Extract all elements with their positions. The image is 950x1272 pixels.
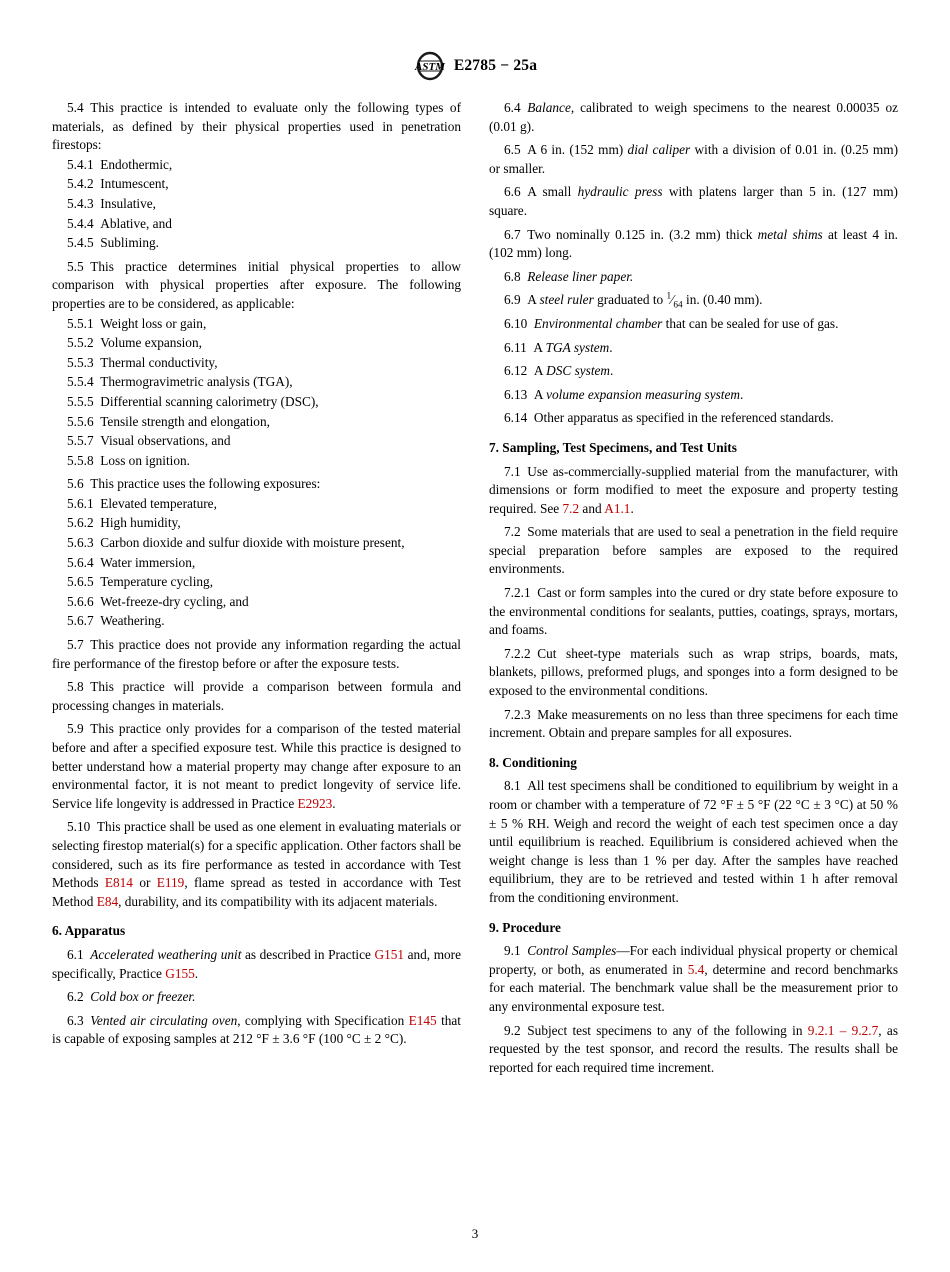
paragraph — [489, 777, 898, 907]
list-item — [52, 334, 461, 353]
list-item — [52, 593, 461, 612]
reference-link[interactable]: 9.2.1 – 9.2.7 — [807, 1022, 879, 1038]
text-run: , complying with Specification — [237, 1012, 409, 1028]
text-run: 5.4 This practice is intended to evaluate only the following types of materials, as defined by their physical properties used in penetration firestops: — [52, 100, 461, 153]
text-run: in. (0.40 mm). — [682, 292, 763, 308]
text-run: 5.5.6 Tensile strength and elongation, — [67, 413, 270, 429]
text-run: 5.9 This practice only provides for a comparison of the tested material before and after a specified exposure test. While this practice is designed to better understand how a material property may change after exposure to an environmental factor, it is not meant to predict longevity of service life. Service life longevity is addressed in Practice — [52, 721, 461, 811]
text-run: at least 4 in. (102 mm) long. — [489, 226, 898, 261]
paragraph — [489, 99, 898, 136]
text-run: . — [609, 339, 613, 355]
section-heading — [489, 754, 898, 773]
paragraph — [489, 268, 898, 287]
text-run: Release liner paper. — [527, 268, 634, 284]
list-item — [52, 432, 461, 451]
text-run: that can be sealed for use of gas. — [662, 315, 839, 331]
paragraph — [489, 706, 898, 743]
paragraph — [489, 291, 898, 310]
text-run: 6. Apparatus — [52, 923, 126, 939]
paragraph — [489, 141, 898, 178]
text-run: as described in Practice — [241, 946, 375, 962]
text-run: graduated to — [593, 292, 667, 308]
text-run: 6.7 Two nominally 0.125 in. (3.2 mm) thick — [504, 226, 758, 242]
paragraph — [489, 523, 898, 579]
text-run: 5.10 This practice shall be used as one element in evaluating materials or selecting firestop material(s) for a specific application. Other factors shall be considered, such as its fire performance as tested in accordance with Test Methods — [52, 819, 461, 891]
list-item — [52, 156, 461, 175]
document-code: E2785 − 25a — [453, 57, 538, 74]
paragraph — [489, 339, 898, 358]
text-run: ⁄ — [671, 292, 674, 308]
list-item — [52, 354, 461, 373]
list-item — [52, 554, 461, 573]
text-run: 8.1 All test specimens shall be conditioned to equilibrium by weight in a room or chamber with a temperature of 72 °F ± 5 °F (22 °C ± 3 °C) at 50 % ± 5 % RH. Weigh and record the weight of each test specimen once a day until equilibrium is reached. Equilibrium is considered achieved when the weight change is less than 1 % per day. After the samples have reached equilibrium, they are to be retrieved and tested within 1 h after removal from the conditioning environment. — [489, 778, 898, 905]
paragraph — [489, 315, 898, 334]
text-run: 7. Sampling, Test Specimens, and Test Units — [489, 439, 737, 455]
paragraph — [489, 386, 898, 405]
section-heading — [52, 922, 461, 941]
text-run: , determine and record benchmarks for each material. The benchmark value shall be the measurement prior to any environmental exposure test. — [489, 961, 898, 1014]
reference-link[interactable]: E84 — [96, 893, 119, 909]
paragraph — [52, 946, 461, 983]
paragraph — [52, 818, 461, 911]
text-run: 5.5.1 Weight loss or gain, — [67, 315, 207, 331]
paragraph — [489, 942, 898, 1016]
text-run: 5.5.3 Thermal conductivity, — [67, 354, 218, 370]
reference-link[interactable]: A1.1 — [604, 500, 631, 516]
text-run: 5.6.6 Wet-freeze-dry cycling, and — [67, 593, 249, 609]
text-run: . — [332, 795, 336, 811]
text-run: —For each individual physical property or chemical property, or both, as enumerated in — [489, 943, 898, 977]
paragraph — [52, 678, 461, 715]
text-run: . — [610, 363, 614, 379]
text-run: Accelerated weathering unit — [90, 946, 242, 962]
reference-link[interactable]: 5.4 — [687, 961, 705, 977]
text-run: with a division of 0.01 in. (0.25 mm) or smaller. — [489, 142, 898, 176]
list-item — [52, 215, 461, 234]
page-footer — [0, 1226, 950, 1242]
text-run: 9.1 — [504, 943, 528, 959]
text-run: 6.11 A — [504, 339, 546, 355]
reference-link[interactable]: E145 — [408, 1012, 437, 1028]
text-run: 5.5.5 Differential scanning calorimetry (DSC), — [67, 393, 319, 409]
text-run: 5.6.1 Elevated temperature, — [67, 495, 217, 511]
two-column-body — [52, 94, 898, 1077]
text-run: 7.2.1 Cast or form samples into the cured or dry state before exposure to the environmental conditions for sealants, putties, coatings, sprays, mortars, and foams. — [489, 585, 898, 638]
text-run: with platens larger than 5 in. (127 mm) square. — [489, 184, 898, 218]
astm-logo-icon — [413, 51, 447, 81]
text-run: 6.5 A 6 in. (152 mm) — [504, 142, 628, 158]
text-run: 5.4.2 Intumescent, — [67, 176, 169, 192]
paragraph — [52, 636, 461, 673]
text-run: or — [132, 875, 157, 891]
text-run: 5.6.5 Temperature cycling, — [67, 574, 214, 590]
paragraph — [52, 988, 461, 1007]
list-item — [52, 452, 461, 471]
reference-link[interactable]: G151 — [374, 946, 405, 962]
section-heading — [489, 439, 898, 458]
text-run: volume expansion measuring system — [546, 386, 741, 402]
text-run: dial caliper — [627, 142, 691, 158]
text-run: 5.5.7 Visual observations, and — [67, 433, 231, 449]
text-run: 5.6 This practice uses the following exposures: — [67, 476, 321, 492]
text-run: 1 — [666, 291, 672, 302]
paragraph — [489, 584, 898, 640]
text-run: TGA system — [545, 339, 610, 355]
paragraph — [52, 1012, 461, 1049]
text-run: 6.9 A — [504, 292, 540, 308]
list-item — [52, 195, 461, 214]
paragraph — [52, 720, 461, 813]
text-run: 6.4 — [504, 100, 528, 115]
list-item — [52, 573, 461, 592]
text-run: 7.2 Some materials that are used to seal a penetration in the field require special preparation before samples are exposed to the required environments. — [489, 524, 898, 577]
text-run: 6.1 — [67, 946, 91, 962]
section-heading — [489, 919, 898, 938]
list-item — [52, 495, 461, 514]
paragraph — [52, 99, 461, 155]
text-run: and — [579, 500, 605, 516]
text-run: . — [194, 965, 199, 981]
paragraph — [489, 183, 898, 220]
paragraph — [489, 226, 898, 263]
text-run: Cold box or freezer. — [90, 989, 196, 1005]
text-run: 8. Conditioning — [489, 754, 577, 770]
page-header — [52, 50, 898, 82]
paragraph — [489, 362, 898, 381]
text-run: 9. Procedure — [489, 919, 561, 935]
text-run: 5.4.5 Subliming. — [67, 235, 159, 251]
list-item — [52, 315, 461, 334]
text-run: 5.4.4 Ablative, and — [67, 215, 172, 231]
text-run: , as requested by the test sponsor, and record the results. The results shall be reported for each required time increment. — [489, 1022, 899, 1075]
text-run: steel ruler — [539, 292, 594, 308]
text-run: 6.2 — [67, 989, 91, 1005]
text-run: 9.2 Subject test specimens to any of the following in — [504, 1022, 808, 1038]
text-run: 5.5.4 Thermogravimetric analysis (TGA), — [67, 374, 293, 390]
text-run: 7.2.3 Make measurements on no less than three specimens for each time increment. Obtain and prepare samples for all exposures. — [489, 706, 898, 741]
paragraph — [489, 645, 898, 701]
text-run: 6.14 Other apparatus as specified in the referenced standards. — [504, 410, 834, 426]
text-run: . — [630, 500, 634, 516]
page-number: 3 — [471, 1226, 479, 1241]
text-run: Vented air circulating oven — [90, 1012, 238, 1028]
text-run: 5.6.2 High humidity, — [67, 515, 181, 531]
text-run: Balance — [527, 100, 571, 115]
list-item — [52, 234, 461, 253]
text-run: 6.3 — [67, 1012, 91, 1028]
text-run: Environmental chamber — [533, 315, 663, 331]
text-run: 5.6.7 Weathering. — [67, 613, 165, 629]
text-run: . — [740, 386, 744, 402]
list-item — [52, 175, 461, 194]
text-run: 64 — [673, 301, 683, 311]
text-run: hydraulic press — [577, 184, 663, 200]
reference-link[interactable]: 7.2 — [562, 500, 580, 516]
reference-link[interactable]: E814 — [104, 875, 133, 891]
text-run: 5.4.3 Insulative, — [67, 195, 157, 211]
text-run: 6.10 — [504, 315, 534, 331]
text-run: 5.5.2 Volume expansion, — [67, 335, 202, 351]
text-run: 7.2.2 Cut sheet-type materials such as wrap strips, boards, mats, blankets, pillows, preformed plugs, and sponges into a form designed to be exposed to the environmental conditions. — [489, 645, 898, 699]
paragraph — [52, 475, 461, 494]
text-run: 6.12 A — [504, 363, 547, 379]
paragraph — [489, 1022, 898, 1078]
text-run: , durability, and its compatibility with its adjacent materials. — [118, 893, 438, 909]
reference-link[interactable]: G155 — [165, 965, 195, 981]
text-run: that is capable of exposing samples at 212 °F ± 3.6 °F (100 °C ± 2 °C). — [52, 1012, 462, 1047]
paragraph — [489, 409, 898, 428]
text-run: 5.5.8 Loss on ignition. — [67, 452, 191, 468]
text-run: 6.6 A small — [504, 184, 578, 200]
text-run: and, more specifically, Practice — [52, 946, 462, 981]
text-run: 5.6.3 Carbon dioxide and sulfur dioxide with moisture present, — [67, 535, 405, 551]
list-item — [52, 514, 461, 533]
paragraph — [52, 258, 461, 314]
reference-link[interactable]: E119 — [156, 875, 185, 891]
text-run: 5.4.1 Endothermic, — [67, 156, 173, 172]
svg-text:ASTM: ASTM — [414, 61, 445, 73]
column-right — [489, 94, 898, 1077]
list-item — [52, 612, 461, 631]
text-run: 6.8 — [504, 268, 528, 284]
text-run: 5.7 This practice does not provide any information regarding the actual fire performance of the firestop before or after the exposure tests. — [52, 637, 461, 671]
text-run: 5.5 This practice determines initial physical properties to allow comparison with physical properties after exposure. The following properties are to be considered, as applicable: — [52, 258, 461, 311]
reference-link[interactable]: E2923 — [297, 795, 333, 811]
list-item — [52, 373, 461, 392]
text-run: DSC system — [546, 363, 611, 379]
list-item — [52, 393, 461, 412]
text-run: 6.13 A — [504, 386, 547, 402]
column-left — [52, 94, 461, 1077]
paragraph — [489, 463, 898, 519]
text-run: 5.6.4 Water immersion, — [67, 554, 196, 570]
text-run: 7.1 Use as-commercially-supplied material from the manufacturer, with dimensions or form modified to meet the exposure and property testing required. See — [489, 463, 898, 516]
list-item — [52, 413, 461, 432]
text-run: metal shims — [757, 226, 823, 242]
text-run: Control Samples — [527, 943, 617, 959]
text-run: 5.8 This practice will provide a comparison between formula and processing changes in materials. — [52, 679, 461, 713]
text-run: , calibrated to weigh specimens to the nearest 0.00035 oz (0.01 g). — [489, 100, 898, 134]
text-run: , flame spread as tested in accordance with Test Method — [52, 875, 461, 909]
list-item — [52, 534, 461, 553]
